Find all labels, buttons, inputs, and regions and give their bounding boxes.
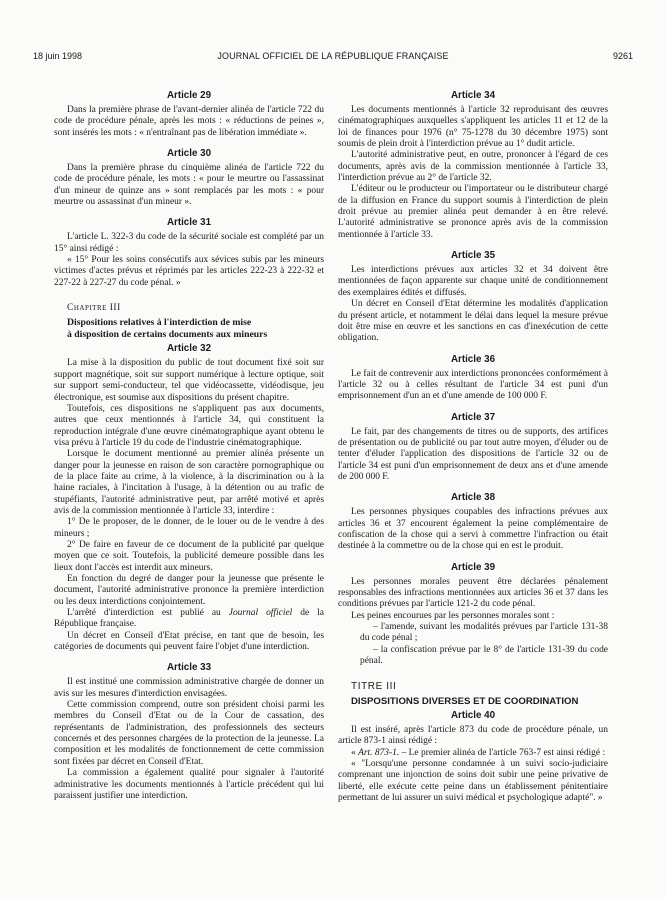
article-32-para-8: Un décret en Conseil d'Etat précise, en tant que de besoin, les catégories de documents qui peuvent faire l'objet d'une interdiction. <box>54 630 324 653</box>
article-34-para-3: L'éditeur ou le producteur ou l'importateur ou le distributeur chargé de la diffusion en France du support soumis à l'interdiction de plein droit prévue au premier alinéa peut demander à en être relevé. L'autorité administrative se prononce après avis de la commission mentionnée à l'article 33. <box>338 184 608 240</box>
article-35-para-2: Un décret en Conseil d'Etat détermine les modalités d'application du présent article, et notamment le délai dans lequel la mesure prévue doit être mise en œuvre et les sanctions en cas d'inexécution de cette obligation. <box>338 299 608 344</box>
article-32-para-7 <box>54 608 324 631</box>
article-37-heading: Article 37 <box>450 411 496 423</box>
article-31-heading: Article 31 <box>166 217 212 229</box>
article-38-heading: Article 38 <box>450 492 496 504</box>
header-date: 18 juin 1998 <box>33 51 83 61</box>
right-column <box>338 90 608 805</box>
article-34-para-1: Les documents mentionnés à l'article 32 reproduisant des œuvres cinématographiques auxquelles s'appliquent les articles 11 et 12 de la loi de finances pour 1976 (n° 75-1278 du 30 décembre 1975) sont soumis de plein droit à l'interdiction prévue au 1° dudit article. <box>338 105 608 150</box>
article-39-dash-2: – la confiscation prévue par le 8° de l'article 131-39 du code pénal. <box>360 644 608 667</box>
article-35-heading: Article 35 <box>450 250 496 262</box>
chapter-label: Chapitre III <box>67 303 121 314</box>
titre-label: TITRE III <box>351 681 397 693</box>
article-39-heading: Article 39 <box>450 561 496 573</box>
article-32-para-5: 2° De faire en faveur de ce document de la publicité par quelque moyen que ce soit. Toutefois, la publicité demeure possible dans les lieux dont l'accès est interdit aux mineurs. <box>54 539 324 573</box>
article-33-para-2: Cette commission comprend, outre son président choisi parmi les membres du Conseil d'Etat ou de la Cour de cassation, des représentants de l'administration, des professionnels des secteurs concernés et des personnes chargées de la protection de la jeunesse. La composition et les modalités de fonctionnement de cette commission sont fixées par décret en Conseil d'Etat. <box>54 700 324 767</box>
titre-subtitle: DISPOSITIONS DIVERSES ET DE COORDINATION <box>351 695 579 707</box>
article-873-1-reference: Art. 873-1. <box>358 747 400 758</box>
article-32-para-4: 1° De le proposer, de le donner, de le louer ou de le vendre à des mineurs ; <box>54 517 324 539</box>
article-33-para-1: Il est institué une commission administrative chargée de donner un avis sur les mesures d'interdiction envisagées. <box>54 677 324 699</box>
article-31-text: L'article L. 322-3 du code de la sécurité sociale est complété par un 15° ainsi rédigé : <box>54 232 324 254</box>
article-40-para-2 <box>338 748 608 759</box>
article-38-para-1: Les personnes physiques coupables des infractions prévues aux articles 36 et 37 encourent également la peine complémentaire de confiscation de la chose qui a servi à commettre l'infraction ou était destinée à la commettre ou de la chose qui en est le produit. <box>338 507 608 552</box>
article-40-para-1: Il est inséré, après l'article 873 du code de procédure pénale, un article 873-1 ainsi rédigé : <box>338 725 608 747</box>
article-40-para-3: « "Lorsqu'une personne condamnée à un suivi socio-judiciaire comprenant une injonction de soins doit subir une peine privative de liberté, elle exécute cette peine dans un établissement pénitentiaire permettant de lui assurer un suivi médical et psychologique adapté". » <box>338 759 608 804</box>
left-column <box>54 90 324 802</box>
article-35-para-1: Les interdictions prévues aux articles 32 et 34 doivent être mentionnées de façon apparente sur chaque unité de conditionnement des exemplaires édités et diffusés. <box>338 265 608 298</box>
article-29-text: Dans la première phrase de l'avant-dernier alinéa de l'article 722 du code de procédure pénale, après les mots : « réductions de peines », sont insérés les mots : « n'entraînant pas de libération immédiate ». <box>54 105 324 138</box>
article-32-para-1: La mise à la disposition du public de tout document fixé soit sur support magnétique, soit sur support numérique à lecture optique, soit sur support semi-conducteur, tel que vidéocassette, vidéodisque, jeu électronique, est soumise aux dispositions du présent chapitre. <box>54 358 324 403</box>
article-32-para-6: En fonction du degré de danger pour la jeunesse que présente le document, l'autorité administrative prononce la première interdiction ou les deux interdictions conjointement. <box>54 574 324 607</box>
article-30-heading: Article 30 <box>166 148 212 160</box>
article-39-para-2: Les peines encourues par les personnes morales sont : <box>351 610 555 621</box>
article-36-heading: Article 36 <box>450 353 496 365</box>
article-40-para-2-end: – Le premier alinéa de l'article 763-7 est ainsi rédigé : <box>399 747 606 758</box>
article-32-para-7-end: de la République française. <box>54 608 324 630</box>
article-30-text: Dans la première phrase du cinquième alinéa de l'article 722 du code de procédure pénale, les mots : « pour le meurtre ou l'assassinat d'un mineur de quinze ans » sont remplacés par les mots : « pour meurtre ou assassinat d'un mineur ». <box>54 163 324 208</box>
header-journal-title: JOURNAL OFFICIEL DE LA RÉPUBLIQUE FRANÇAISE <box>217 51 449 61</box>
page-header <box>33 51 633 65</box>
article-34-heading: Article 34 <box>450 90 496 101</box>
article-40-heading: Article 40 <box>450 710 496 722</box>
article-37-para-1: Le fait, par des changements de titres ou de supports, des artifices de présentation ou de publicité ou par tout autre moyen, d'éluder ou de tenter d'éluder l'application des dispositions de l'article 32 ou de l'article 34 est puni d'un emprisonnement de deux ans et d'une amende de 200 000 F. <box>338 426 608 482</box>
chapter-title-line-1: Dispositions relatives à l'interdiction de mise <box>67 317 252 329</box>
chapter-title-line-2: à disposition de certains documents aux mineurs <box>67 328 268 340</box>
article-33-heading: Article 33 <box>166 662 212 674</box>
header-page-number: 9261 <box>612 51 633 61</box>
article-32-para-3: Lorsque le document mentionné au premier alinéa présente un danger pour la jeunesse en raison de son caractère pornographique ou de la place faite au crime, à la violence, à la discrimination ou à la haine raciales, à l'incitation à l'usage, à la détention ou au trafic de stupéfiants, l'autorité administrative peut, par arrêté motivé et après avis de la commission mentionnée à l'article 33, interdire : <box>54 449 324 516</box>
article-39-para-1: Les personnes morales peuvent être déclarées pénalement responsables des infractions mentionnées aux articles 36 et 37 dans les conditions prévues par l'article 121-2 du code pénal. <box>338 576 608 610</box>
article-32-para-2: Toutefois, ces dispositions ne s'appliquent pas aux documents, autres que ceux mentionnés à l'article 34, qui constituent la reproduction intégrale d'une œuvre cinématographique ayant obtenu le visa prévu à l'article 19 du code de l'industrie cinématographique. <box>54 403 324 448</box>
article-39-dash-1: – l'amende, suivant les modalités prévues par l'article 131-38 du code pénal ; <box>360 622 608 644</box>
article-40-quote-open: « <box>351 747 359 758</box>
article-32-para-7-start: L'arrêté d'interdiction est publié au <box>67 608 229 619</box>
article-29-heading: Article 29 <box>166 90 212 101</box>
article-34-para-2: L'autorité administrative peut, en outre, prononcer à l'égard de ces documents, après avis de la commission mentionnée à l'article 33, l'interdiction prévue au 2° de l'article 32. <box>338 150 608 184</box>
article-31-quote: « 15° Pour les soins consécutifs aux sévices subis par les mineurs victimes d'actes prévus et réprimés par les articles 222-23 à 222-32 et 227-22 à 227-27 du code pénal. » <box>54 255 324 288</box>
article-32-heading: Article 32 <box>166 343 212 355</box>
article-33-para-3: La commission a également qualité pour signaler à l'autorité administrative les documents mentionnés à l'article précédent qui lui paraissent justifier une interdiction. <box>54 768 324 801</box>
article-36-para-1: Le fait de contrevenir aux interdictions prononcées conformément à l'article 32 ou à celles résultant de l'article 34 est puni d'un emprisonnement d'un an et d'une amende de 100 000 F. <box>338 368 608 402</box>
journal-officiel-reference: Journal officiel <box>228 608 293 619</box>
